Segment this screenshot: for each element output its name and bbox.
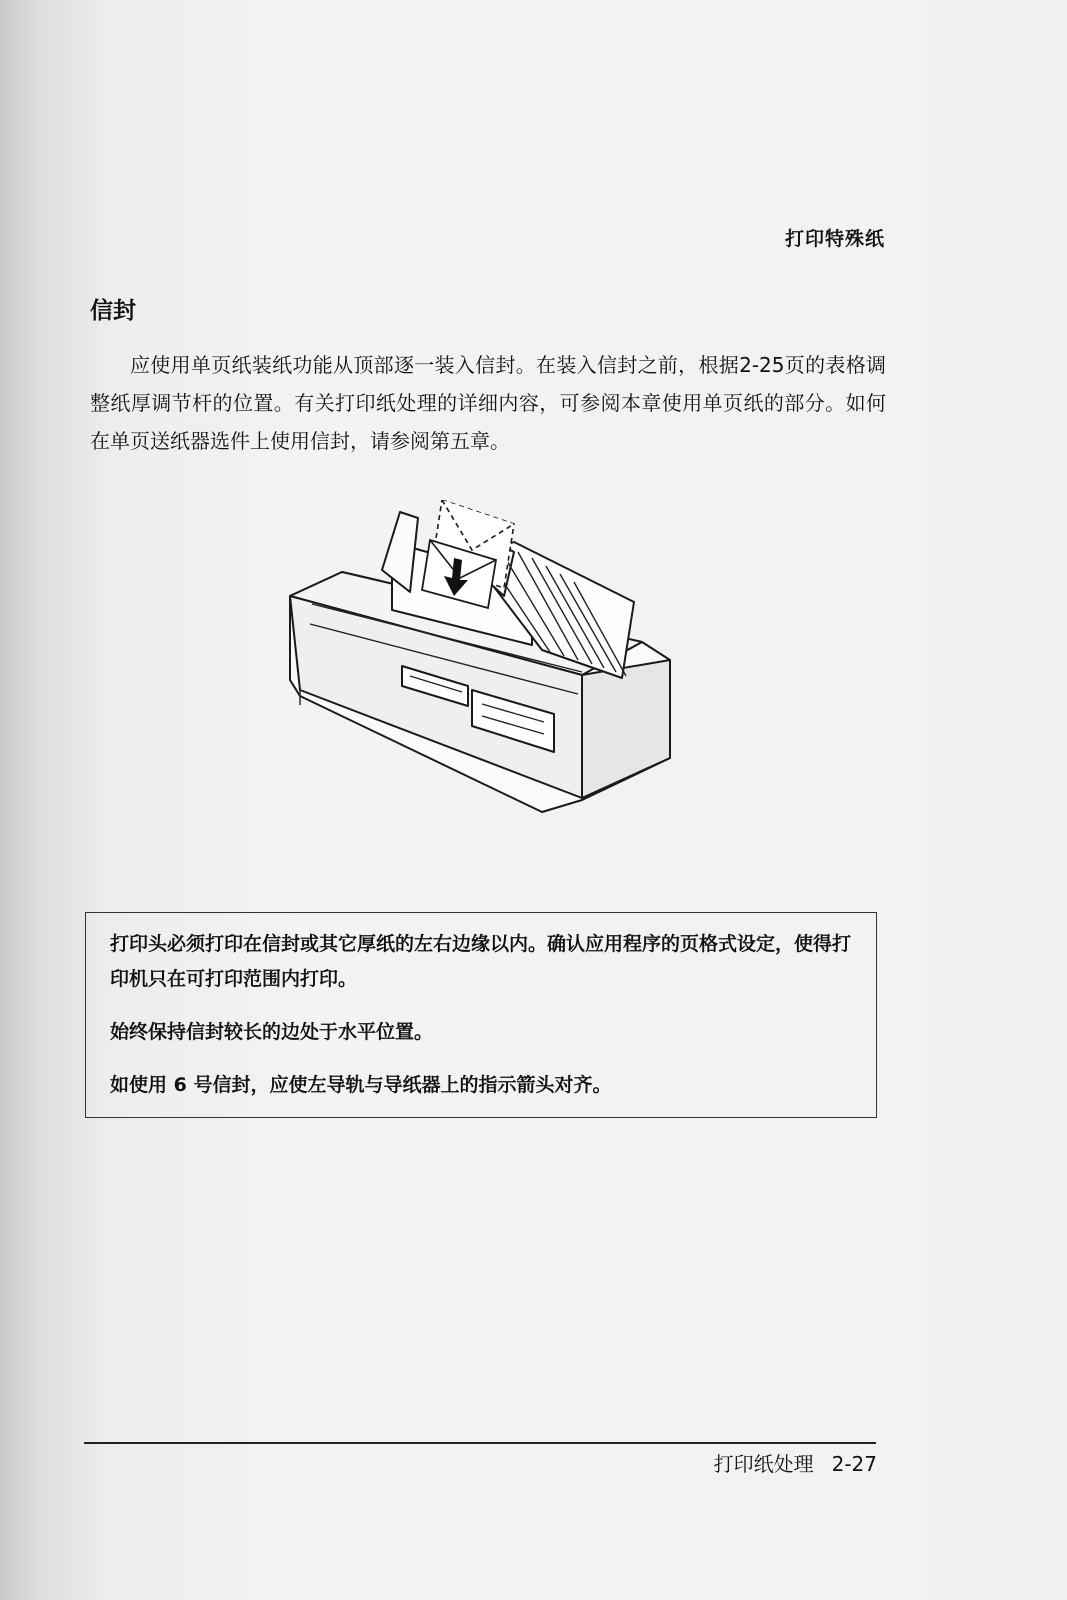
page-footer [696, 1448, 877, 1477]
notice-line-margin: 打印头必须打印在信封或其它厚纸的左右边缘以内。确认应用程序的页格式设定，使得打印机只在可打印范围内打印。 [110, 933, 852, 990]
printer-envelope-illustration [282, 500, 702, 845]
section-title: 信封 [90, 298, 136, 324]
footer-chapter: 打印纸处理 [713, 1452, 814, 1476]
notice-line-orientation: 始终保持信封较长的边处于水平位置。 [110, 1021, 434, 1043]
running-header: 打印特殊纸 [784, 228, 885, 250]
body-paragraph: 应使用单页纸装纸功能从顶部逐一装入信封。在装入信封之前，根据2-25页的表格调整纸厚调节杆的位置。有关打印纸处理的详细内容，可参阅本章使用单页纸的部分。如何在单页送纸器选件上使用信封，请参阅第五章。 [90, 353, 886, 453]
notice-box [85, 912, 877, 1118]
footer-divider [84, 1442, 876, 1444]
footer-page-number: 2-27 [831, 1452, 877, 1476]
notice-line-no6-envelope: 如使用 6 号信封，应使左导轨与导纸器上的指示箭头对齐。 [110, 1074, 612, 1096]
